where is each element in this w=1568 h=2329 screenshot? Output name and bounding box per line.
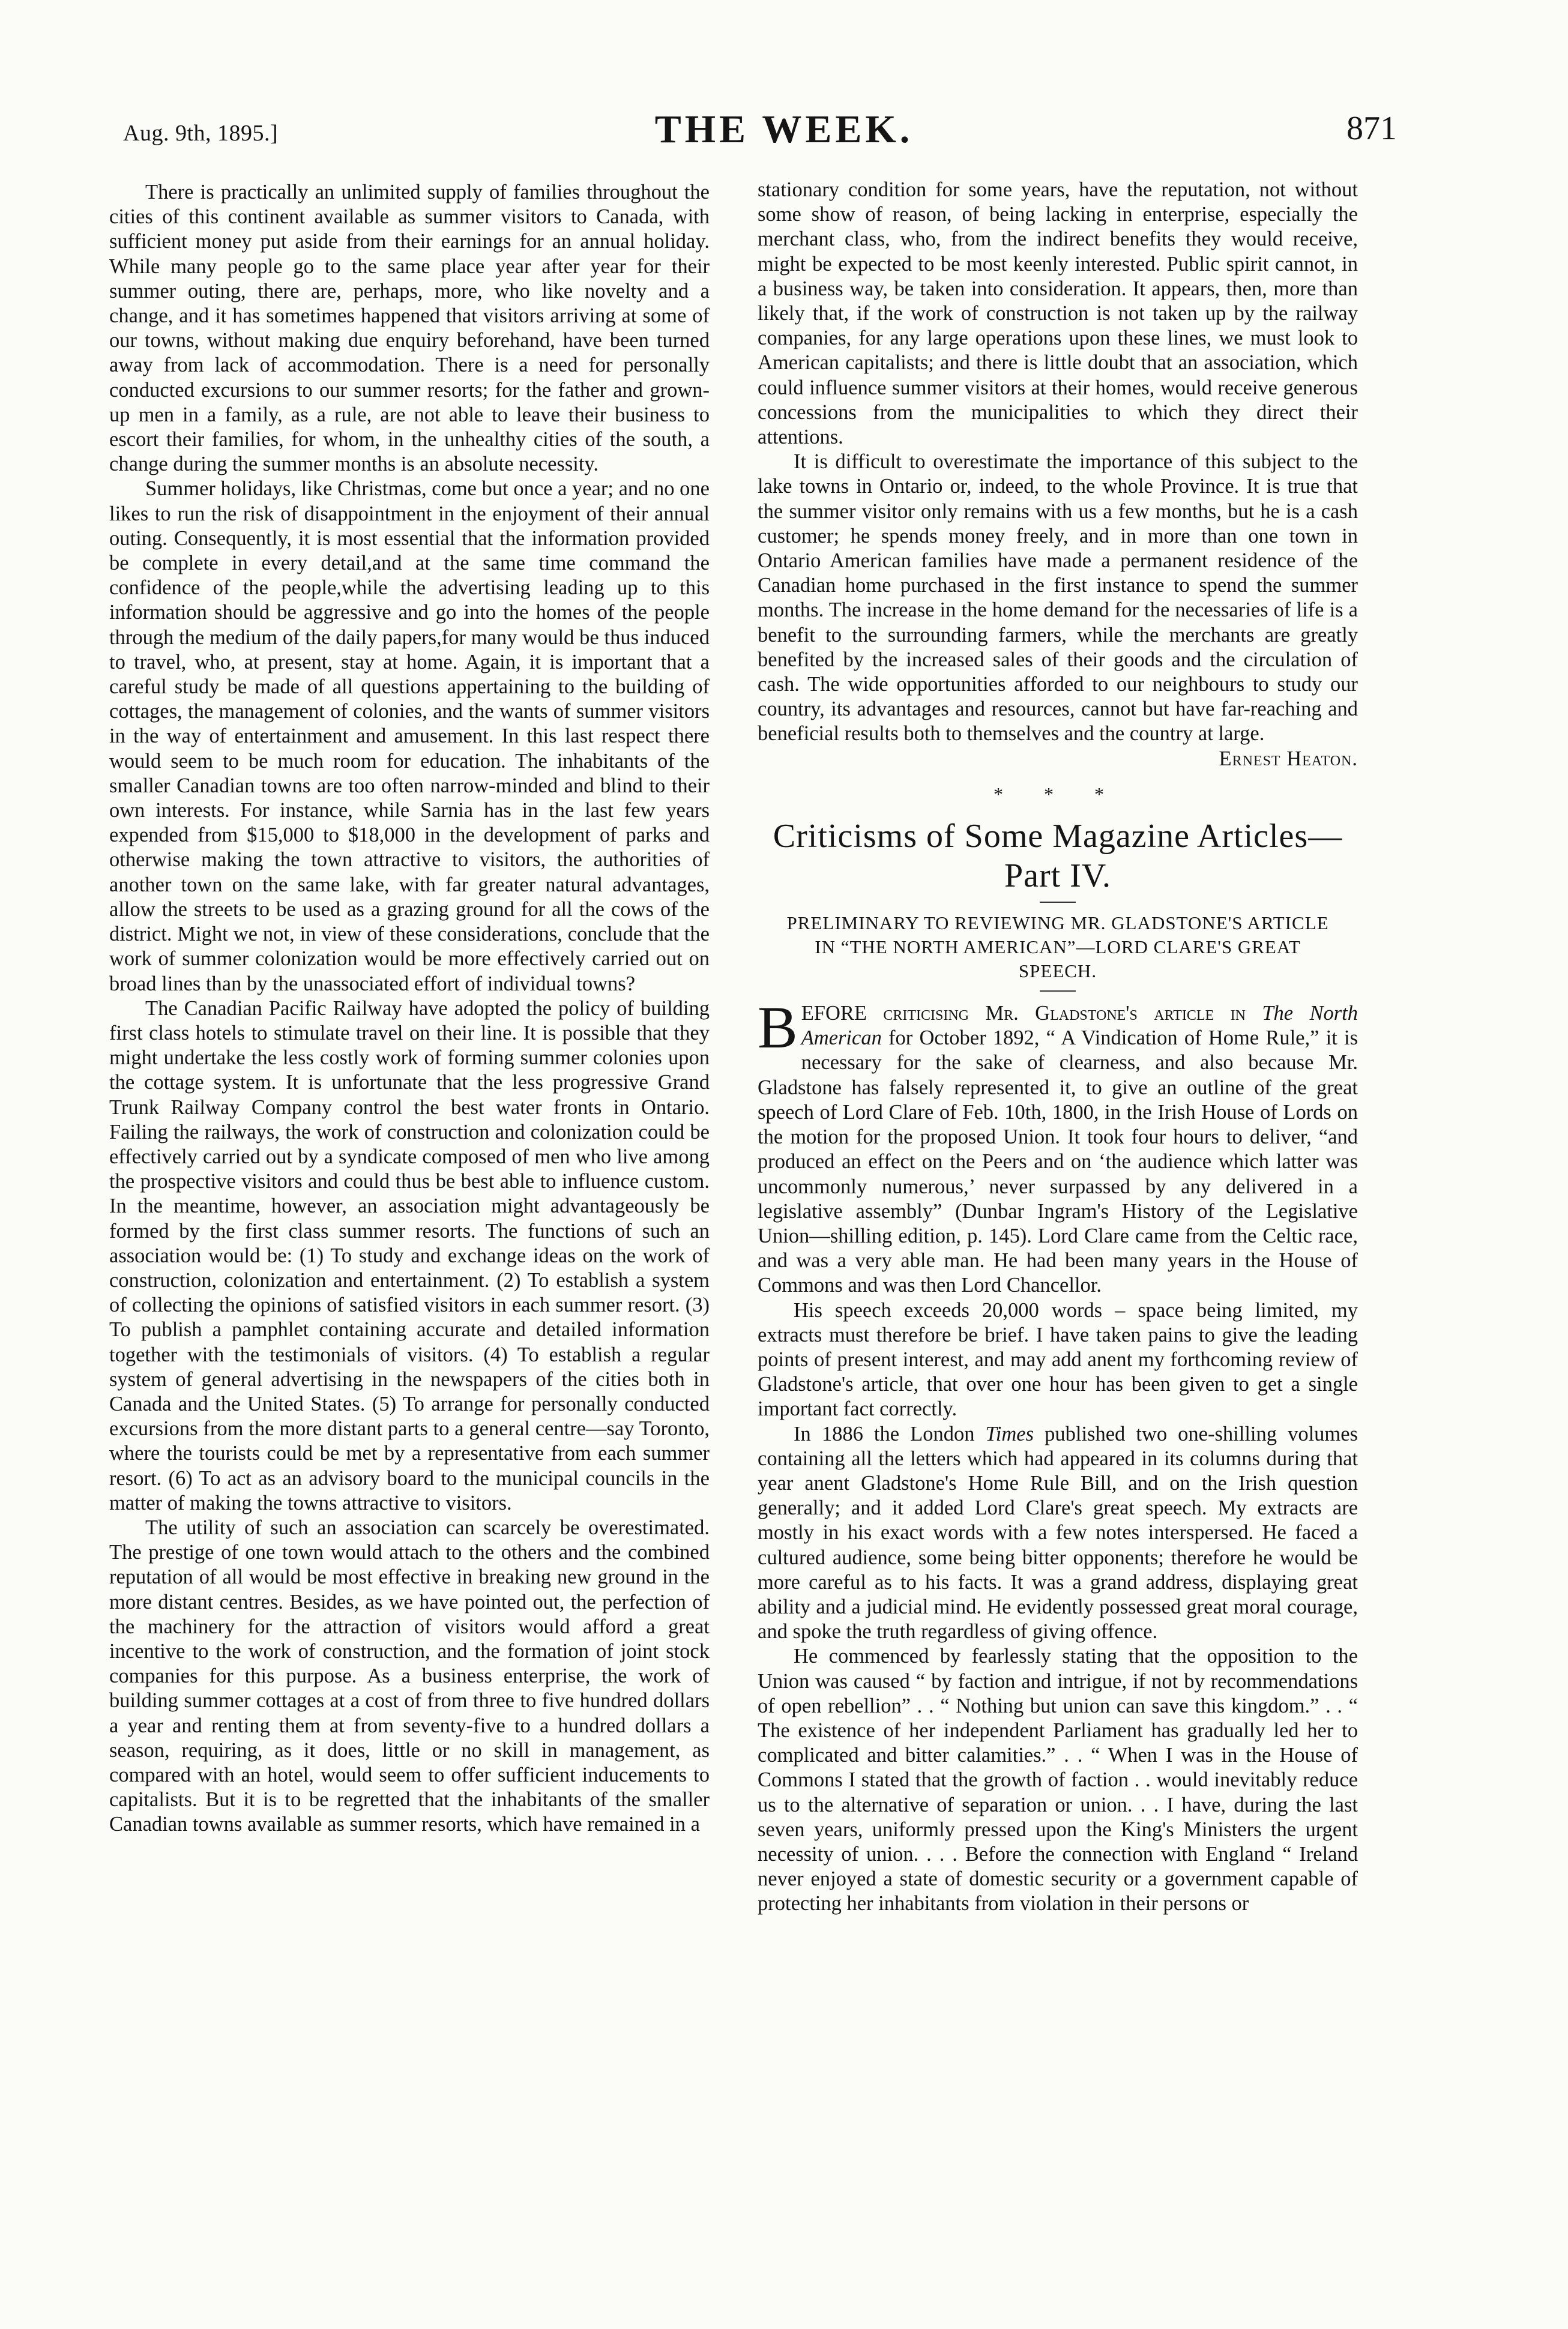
masthead-title: THE WEEK. [654,107,914,151]
article-subheading: PRELIMINARY TO REVIEWING MR. GLADSTONE'S ARTICLE IN “THE NORTH AMERICAN”—LORD CLARE'S GREAT SPEECH. [786,912,1329,982]
subheading-rule [1040,990,1076,992]
paragraph [758,1422,1358,1645]
paragraph: Summer holidays, like Christmas, come but once a year; and no one likes to run the risk of disappointment in the enjoyment of their annual outing. Consequently, it is most essential that the information provided be complete in every detail,and at the same time command the confidence of the people,while the advertising leading up to this information should be aggressive and go into the homes of the people through the medium of the daily papers,for many would be thus induced to travel, who, at present, stay at home. Again, it is important that a careful study be made of all questions appertaining to the building of cottages, the management of colonies, and the wants of summer visitors in the way of entertainment and amusement. In this last respect there would seem to be much room for education. The inhabitants of the smaller Canadian towns are too often narrow-minded and blind to their own interests. For instance, while Sarnia has in the last few years expended from $15,000 to $18,000 in the development of parks and otherwise making the town attractive to visitors, the authorities of another town on the same lake, with far greater natural advantages, allow the streets to be used as a grazing ground for all the cows of the district. Might we not, in view of these considerations, conclude that the work of summer colonization would be more effectively carried out on broad lines than by the unassociated effort of individual towns? [109,477,710,995]
page-header [0,0,1568,192]
page-number: 871 [1346,110,1397,147]
right-column [758,178,1358,1917]
author-name: Ernest Heaton. [1219,747,1358,770]
publication-name: The North American [801,1002,1358,1050]
paragraph-dropcap [758,994,1358,1298]
paragraph: The Canadian Pacific Railway have adopted the policy of building first class hotels to stimulate travel on their line. It is possible that they might undertake the less costly work of forming summer colonies upon the cottage system. It is unfortunate that the less progressive Grand Trunk Railway Company control the best water fronts in Ontario. Failing the railways, the work of construction and colonization could be effectively carried out by a syndicate composed of men who live among the prospective visitors and could thus be best able to influence custom. In the meantime, however, an association might advantageously be formed by the first class summer resorts. The functions of such an association would be: (1) To study and exchange ideas on the work of construction, colonization and entertainment. (2) To establish a system of collecting the opinions of satisfied visitors in each summer resort. (3) To publish a pamphlet containing accurate and detailed information together with the testimonials of visitors. (4) To establish a regular system of general advertising in the newspapers of the cities both in Canada and the United States. (5) To arrange for personally conducted excursions from the more distant parts to a general centre—say Toronto, where the tourists could be met by a representative from each summer resort. (6) To act as an advisory board to the municipal councils in the matter of making the towns attractive to visitors. [109,996,710,1514]
paragraph-continuation: stationary condition for some years, have the reputation, not without some show of reason, of being lacking in enterprise, especially the merchant class, who, from the indirect benefits they would receive, might be expected to be most keenly interested. Public spirit cannot, in a business way, be taken into consideration. It appears, then, more than likely that, if the work of construction is not taken up by the railway companies, for any large operations upon these lines, we must look to American capitalists; and there is little doubt that an association, which could influence summer visitors at their homes, would receive generous concessions from the municipalities to which they direct their attentions. [758,178,1358,449]
paragraph: He commenced by fearlessly stating that the opposition to the Union was caused “ by faction and intrigue, if not by recommendations of open rebellion” . . “ Nothing but union can save this kingdom.” . . “ The existence of her independent Parliament has gradually led her to complicated and bitter calamities.” . . “ When I was in the House of Commons I stated that the growth of faction . . would inevitably reduce us to the alternative of separation or union. . . I have, during the last seven years, uniformly pressed upon the King's Ministers the urgent necessity of union. . . . Before the connection with England “ Ireland never enjoyed a state of domestic security or a government capable of protecting her inhabitants from violation in their persons or [758,1645,1358,1915]
author-signature [758,747,1358,771]
paragraph: The utility of such an association can scarcely be overestimated. The prestige of one town would attach to the others and the combined reputation of all would be most effective in breaking new ground in the more distant centres. Besides, as we have pointed out, the perfection of the machinery for the attraction of visitors would afford a great incentive to the work of construction, and the formation of joint stock companies for this purpose. As a business enterprise, the work of building summer cottages at a cost of from three to five hundred dollars a year and renting them at from seventy-five to a hundred dollars a season, requiring, as it does, little or no skill in management, as compared with an hotel, would seem to offer sufficient inducements to capitalists. But it is to be regretted that the inhabitants of the smaller Canadian towns available as summer resorts, which have remained in a [109,1516,710,1836]
paragraph: There is practically an unlimited supply of families throughout the cities of this continent available as summer visitors to Canada, with sufficient money put aside from their earnings for an annual holiday. While many people go to the same place year after year for their summer outing, there are, perhaps, more, who like novelty and a change, and it has sometimes happened that visitors arriving at some of our towns, without making due enquiry beforehand, have been turned away from lack of accommodation. There is a need for personally conducted excursions to our summer resorts; for the father and grown-up men in a family, as a rule, are not able to leave their business to escort their families, for whom, in the unhealthy cities of the south, a change during the summer months is an absolute necessity. [109,181,710,476]
drop-cap: B [758,994,798,1061]
paragraph: It is difficult to overestimate the importance of this subject to the lake towns in Ontario or, indeed, to the whole Province. It is true that the summer visitor only remains with us a few months, but he is a cash customer; he spends money freely, and in more than one town in Ontario American families have made a permanent residence of the Canadian home purchased in the first instance to spend the summer months. The increase in the home demand for the necessaries of life is a benefit to the surrounding farmers, while the merchants are greatly benefited by the increased sales of their goods and the circulation of cash. The wide opportunities afforded to our neighbours to study our country, its advantages and resources, cannot but have far-reaching and beneficial results both to themselves and the country at large. [758,450,1358,746]
paragraph-text: published two one-shilling volumes containing all the letters which had appeared in its columns during that year anent Gladstone's Home Rule Bill, and on the Irish question generally; and it added Lord Clare's great speech. My extracts are mostly in his exact words with a few notes interspersed. He faced a cultured audience, some being bitter opponents; therefore he would be more careful as to his facts. It was a grand address, displaying great ability and a judicial mind. He evidently possessed great moral courage, and spoke the truth regardless of giving offence. [758,1422,1358,1644]
section-divider-stars: * * * [994,783,1122,805]
publication-name: Times [985,1422,1034,1445]
lead-text: EFORE criticising Mr. Gladstone's article in [801,1002,1262,1025]
article-title: Criticisms of Some Magazine Articles—Part IV. [773,818,1343,895]
issue-date: Aug. 9th, 1895.] [123,121,279,146]
title-rule [1040,902,1076,903]
paragraph: His speech exceeds 20,000 words – space being limited, my extracts must therefore be brief. I have taken pains to give the leading points of present interest, and may add anent my forthcoming review of Gladstone's article, that over one hour has been given to get a single important fact correctly. [758,1298,1358,1421]
left-column [109,180,710,1837]
paragraph-text: for October 1892, “ A Vindication of Home Rule,” it is necessary for the sake of clearness, and also because Mr. Gladstone has falsely represented it, to give an outline of the great speech of Lord Clare of Feb. 10th, 1800, in the Irish House of Lords on the motion for the proposed Union. It took four hours to deliver, “and produced an effect on the Peers and on ‘the audience which latter was uncommonly numerous,’ never surpassed by any delivered in a legislative assembly” (Dunbar Ingram's History of the Legislative Union—shilling edition, p. 145). Lord Clare came from the Celtic race, and was a very able man. He had been many years in the House of Commons and was then Lord Chancellor. [758,1026,1358,1297]
paragraph-text: In 1886 the London [794,1422,986,1445]
